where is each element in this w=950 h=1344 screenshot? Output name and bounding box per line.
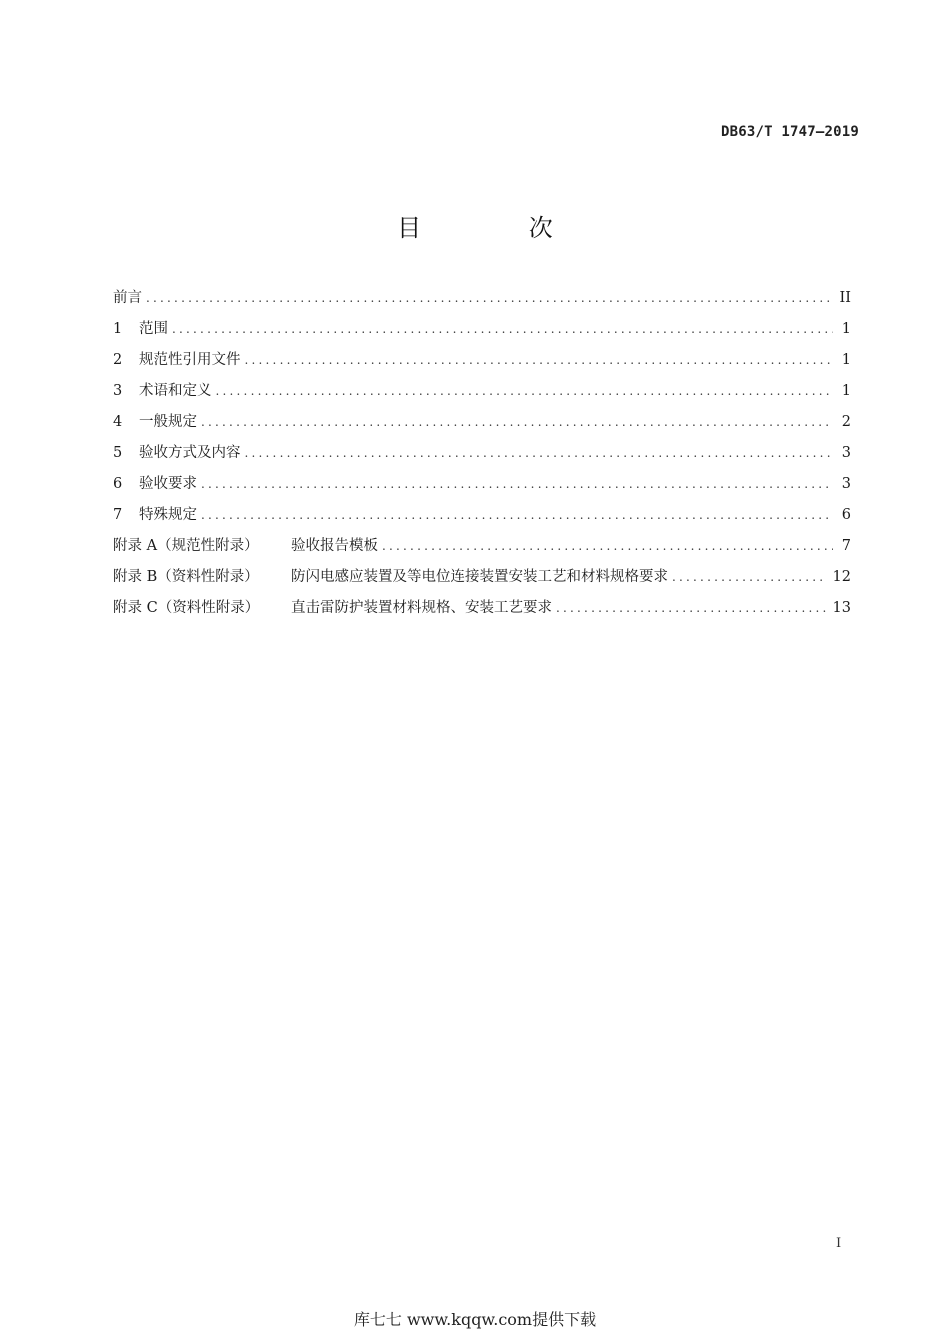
toc-entry-page: 7	[841, 538, 851, 554]
toc-entry-number: 4	[113, 414, 123, 430]
toc-entry-title: 验收方式及内容	[139, 445, 241, 461]
toc-entry-page: 1	[841, 383, 851, 399]
toc-entry-page: 3	[841, 476, 851, 492]
toc-entry-page: 6	[841, 507, 851, 523]
toc-entry-appendix-label: 附录 B（资料性附录）	[113, 569, 259, 585]
toc-entry-title: 一般规定	[139, 414, 197, 430]
toc-entry-title: 直击雷防护装置材料规格、安装工艺要求	[291, 600, 552, 616]
toc-leader-dots	[556, 601, 827, 615]
table-of-contents	[113, 286, 851, 627]
toc-leader-dots	[216, 384, 834, 398]
toc-entry-appendix-label: 附录 C（资料性附录）	[113, 600, 260, 616]
toc-entry-appendix-label: 附录 A（规范性附录）	[113, 538, 259, 554]
toc-entry-page: 13	[832, 600, 851, 616]
toc-entry-title: 术语和定义	[139, 383, 212, 399]
toc-entry-title: 前言	[113, 290, 142, 306]
document-code: DB63/T 1747—2019	[720, 124, 859, 140]
toc-entry-1[interactable]	[113, 317, 851, 348]
page-number: I	[836, 1236, 842, 1251]
toc-entry-title: 验收报告模板	[291, 538, 378, 554]
toc-entry-page: 1	[841, 352, 851, 368]
toc-entry-page: 12	[832, 569, 851, 585]
toc-leader-dots	[672, 570, 827, 584]
toc-entry-number: 5	[113, 445, 123, 461]
toc-leader-dots	[245, 353, 834, 367]
toc-entry-appendix-c[interactable]	[113, 596, 851, 627]
toc-entry-appendix-a[interactable]	[113, 534, 851, 565]
toc-leader-dots	[201, 477, 833, 491]
toc-entry-page: 2	[841, 414, 851, 430]
toc-entry-title: 特殊规定	[139, 507, 197, 523]
toc-leader-dots	[245, 446, 834, 460]
toc-leader-dots	[201, 415, 833, 429]
toc-title: 目 次	[397, 214, 603, 242]
toc-entry-4[interactable]	[113, 410, 851, 441]
toc-entry-7[interactable]	[113, 503, 851, 534]
toc-leader-dots	[201, 508, 833, 522]
toc-entry-number: 6	[113, 476, 123, 492]
toc-entry-page: 3	[841, 445, 851, 461]
toc-entry-number: 3	[113, 383, 123, 399]
toc-entry-number: 1	[113, 321, 123, 337]
toc-entry-title: 规范性引用文件	[139, 352, 241, 368]
toc-entry-page: II	[839, 290, 851, 306]
toc-entry-5[interactable]	[113, 441, 851, 472]
toc-entry-foreword[interactable]	[113, 286, 851, 317]
toc-entry-appendix-b[interactable]	[113, 565, 851, 596]
toc-leader-dots	[382, 539, 833, 553]
toc-entry-number: 2	[113, 352, 123, 368]
toc-entry-title: 验收要求	[139, 476, 197, 492]
toc-entry-3[interactable]	[113, 379, 851, 410]
toc-entry-page: 1	[841, 321, 851, 337]
toc-entry-2[interactable]	[113, 348, 851, 379]
toc-entry-title: 防闪电感应装置及等电位连接装置安装工艺和材料规格要求	[291, 569, 668, 585]
toc-leader-dots	[146, 291, 833, 305]
toc-entry-number: 7	[113, 507, 123, 523]
toc-entry-6[interactable]	[113, 472, 851, 503]
toc-entry-title: 范围	[139, 321, 168, 337]
download-watermark: 库七七 www.kqqw.com提供下载	[353, 1310, 597, 1329]
toc-leader-dots	[172, 322, 833, 336]
